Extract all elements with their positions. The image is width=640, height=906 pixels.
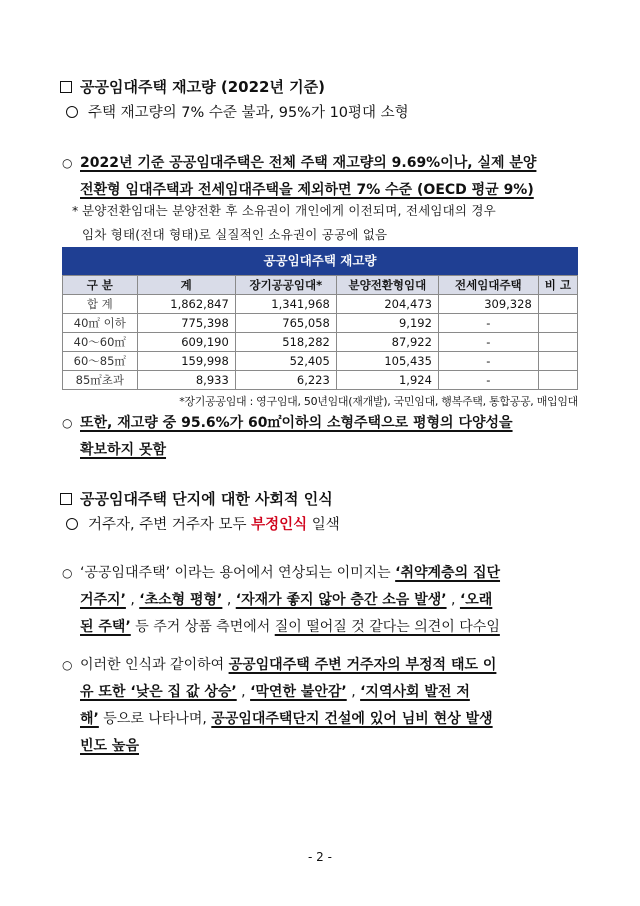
table-cell: 609,190 <box>137 333 235 352</box>
p1-text: ‘공공임대주택’ 이라는 용어에서 연상되는 이미지는 <box>80 565 396 581</box>
p2-text: , <box>236 684 251 700</box>
section2-sub-post: 일색 <box>307 517 340 533</box>
page-number: - 2 - <box>308 850 332 864</box>
table-cell: 40㎡ 이하 <box>63 314 138 333</box>
section2-sub <box>66 513 340 534</box>
col-remarks: 비 고 <box>538 276 577 295</box>
section2-heading-text: 공공임대주택 단지에 대한 사회적 인식 <box>80 490 333 508</box>
table-cell: 159,998 <box>137 352 235 371</box>
table-cell: 105,435 <box>336 352 438 371</box>
table-cell: - <box>438 371 538 390</box>
asterisk-icon: * <box>72 203 79 218</box>
checkbox-square-icon <box>60 493 72 505</box>
p2-bold: 유 또한 ‘낮은 집 값 상승’ <box>80 684 237 700</box>
p1-underlined: 질이 떨어질 것 같다는 의견이 다수임 <box>274 619 500 635</box>
table-cell: 85㎡초과 <box>63 371 138 390</box>
col-total: 계 <box>137 276 235 295</box>
col-category: 구 분 <box>63 276 138 295</box>
section2-paragraph1 <box>62 560 590 641</box>
table-cell <box>538 352 577 371</box>
circle-bullet-icon <box>66 518 78 530</box>
p1-bold: ‘오래 <box>459 592 493 608</box>
note-line2: 임차 형태(전대 형태)로 실질적인 소유권이 공공에 없음 <box>82 227 388 242</box>
bullet1-line1: 2022년 기준 공공임대주택은 전체 주택 재고량의 9.69%이나, 실제 분양 <box>80 155 537 171</box>
small-circle-bullet-icon: ○ <box>62 566 73 580</box>
col-jeonse: 전세임대주택 <box>438 276 538 295</box>
section1-heading-text: 공공임대주택 재고량 (2022년 기준) <box>80 78 326 96</box>
bullet1-line2: 전환형 임대주택과 전세임대주택을 제외하면 7% 수준 (OECD 평균 9%) <box>80 182 534 198</box>
section2-paragraph2 <box>62 652 590 760</box>
section1-note <box>72 199 592 247</box>
section2-sub-pre: 거주자, 주변 거주자 모두 <box>88 517 252 533</box>
table-cell: 8,933 <box>137 371 235 390</box>
table-cell: 204,473 <box>336 295 438 314</box>
stock-table <box>62 247 578 409</box>
p1-text: 등 주거 상품 측면에서 <box>130 619 275 635</box>
p1-text: , <box>125 592 140 608</box>
section1-sub <box>66 101 409 122</box>
bullet2-line1: 또한, 재고량 중 95.6%가 60㎡이하의 소형주택으로 평형의 다양성을 <box>80 415 513 431</box>
table-cell: 1,862,847 <box>137 295 235 314</box>
p2-bold: ‘막연한 불안감’ <box>250 684 347 700</box>
table-cell: 60～85㎡ <box>63 352 138 371</box>
table-title: 공공임대주택 재고량 <box>62 247 578 275</box>
table-cell: 1,924 <box>336 371 438 390</box>
small-circle-bullet-icon: ○ <box>62 416 73 430</box>
table-cell: 52,405 <box>235 352 336 371</box>
checkbox-square-icon <box>60 81 72 93</box>
table-header-row <box>63 276 578 295</box>
table-cell: 6,223 <box>235 371 336 390</box>
p2-bold: 공공임대주택 주변 거주자의 부정적 태도 이 <box>228 657 497 673</box>
col-sale-conversion: 분양전환형임대 <box>336 276 438 295</box>
small-circle-bullet-icon: ○ <box>62 156 73 170</box>
section1-heading <box>60 76 325 97</box>
p2-bold: ‘지역사회 발전 저 <box>360 684 470 700</box>
table-row <box>63 295 578 314</box>
section2-sub-highlight: 부정인식 <box>251 517 308 533</box>
table-footnote: *장기공공임대 : 영구임대, 50년임대(재개발), 국민임대, 행복주택, 통합공공, 매입임대 <box>179 395 578 408</box>
table-cell: 765,058 <box>235 314 336 333</box>
col-longterm: 장기공공임대* <box>235 276 336 295</box>
note-line1: 분양전환임대는 분양전환 후 소유권이 개인에게 이전되며, 전세임대의 경우 <box>82 203 496 218</box>
table-cell: 40～60㎡ <box>63 333 138 352</box>
p1-bold: ‘자재가 좋지 않아 층간 소음 발생’ <box>235 592 447 608</box>
table-cell <box>538 333 577 352</box>
table-cell: 775,398 <box>137 314 235 333</box>
section1-sub-text: 주택 재고량의 7% 수준 불과, 95%가 10평대 소형 <box>88 105 409 121</box>
table-row <box>63 371 578 390</box>
bullet2-line2: 확보하지 못함 <box>80 442 167 458</box>
p2-bold: 빈도 높음 <box>80 738 139 754</box>
section2-heading <box>60 488 333 509</box>
p1-bold: 된 주택’ <box>80 619 131 635</box>
p2-text: , <box>346 684 361 700</box>
table-cell <box>538 371 577 390</box>
p2-bold: 공공임대주택단지 건설에 있어 님비 현상 발생 <box>211 711 493 727</box>
section1-bullet1 <box>62 150 590 204</box>
table-cell: - <box>438 352 538 371</box>
stock-table-grid <box>62 275 578 390</box>
table-cell: - <box>438 314 538 333</box>
table-cell: - <box>438 333 538 352</box>
p2-text: 이러한 인식과 같이하여 <box>80 657 229 673</box>
p1-bold: ‘초소형 평형’ <box>139 592 223 608</box>
table-cell: 518,282 <box>235 333 336 352</box>
table-cell <box>538 314 577 333</box>
table-cell: 309,328 <box>438 295 538 314</box>
p1-bold: ‘취약계층의 집단 <box>395 565 501 581</box>
table-row <box>63 352 578 371</box>
p2-text: 등으로 나타나며, <box>98 711 212 727</box>
p1-text: , <box>222 592 236 608</box>
p2-bold: 해’ <box>80 711 99 727</box>
table-row <box>63 333 578 352</box>
table-cell: 87,922 <box>336 333 438 352</box>
table-cell: 합 계 <box>63 295 138 314</box>
p1-bold: 거주지’ <box>80 592 126 608</box>
p1-text: , <box>446 592 460 608</box>
table-cell <box>538 295 577 314</box>
table-cell: 9,192 <box>336 314 438 333</box>
section1-bullet2 <box>62 410 590 464</box>
table-row <box>63 314 578 333</box>
table-cell: 1,341,968 <box>235 295 336 314</box>
small-circle-bullet-icon: ○ <box>62 658 73 672</box>
circle-bullet-icon <box>66 106 78 118</box>
